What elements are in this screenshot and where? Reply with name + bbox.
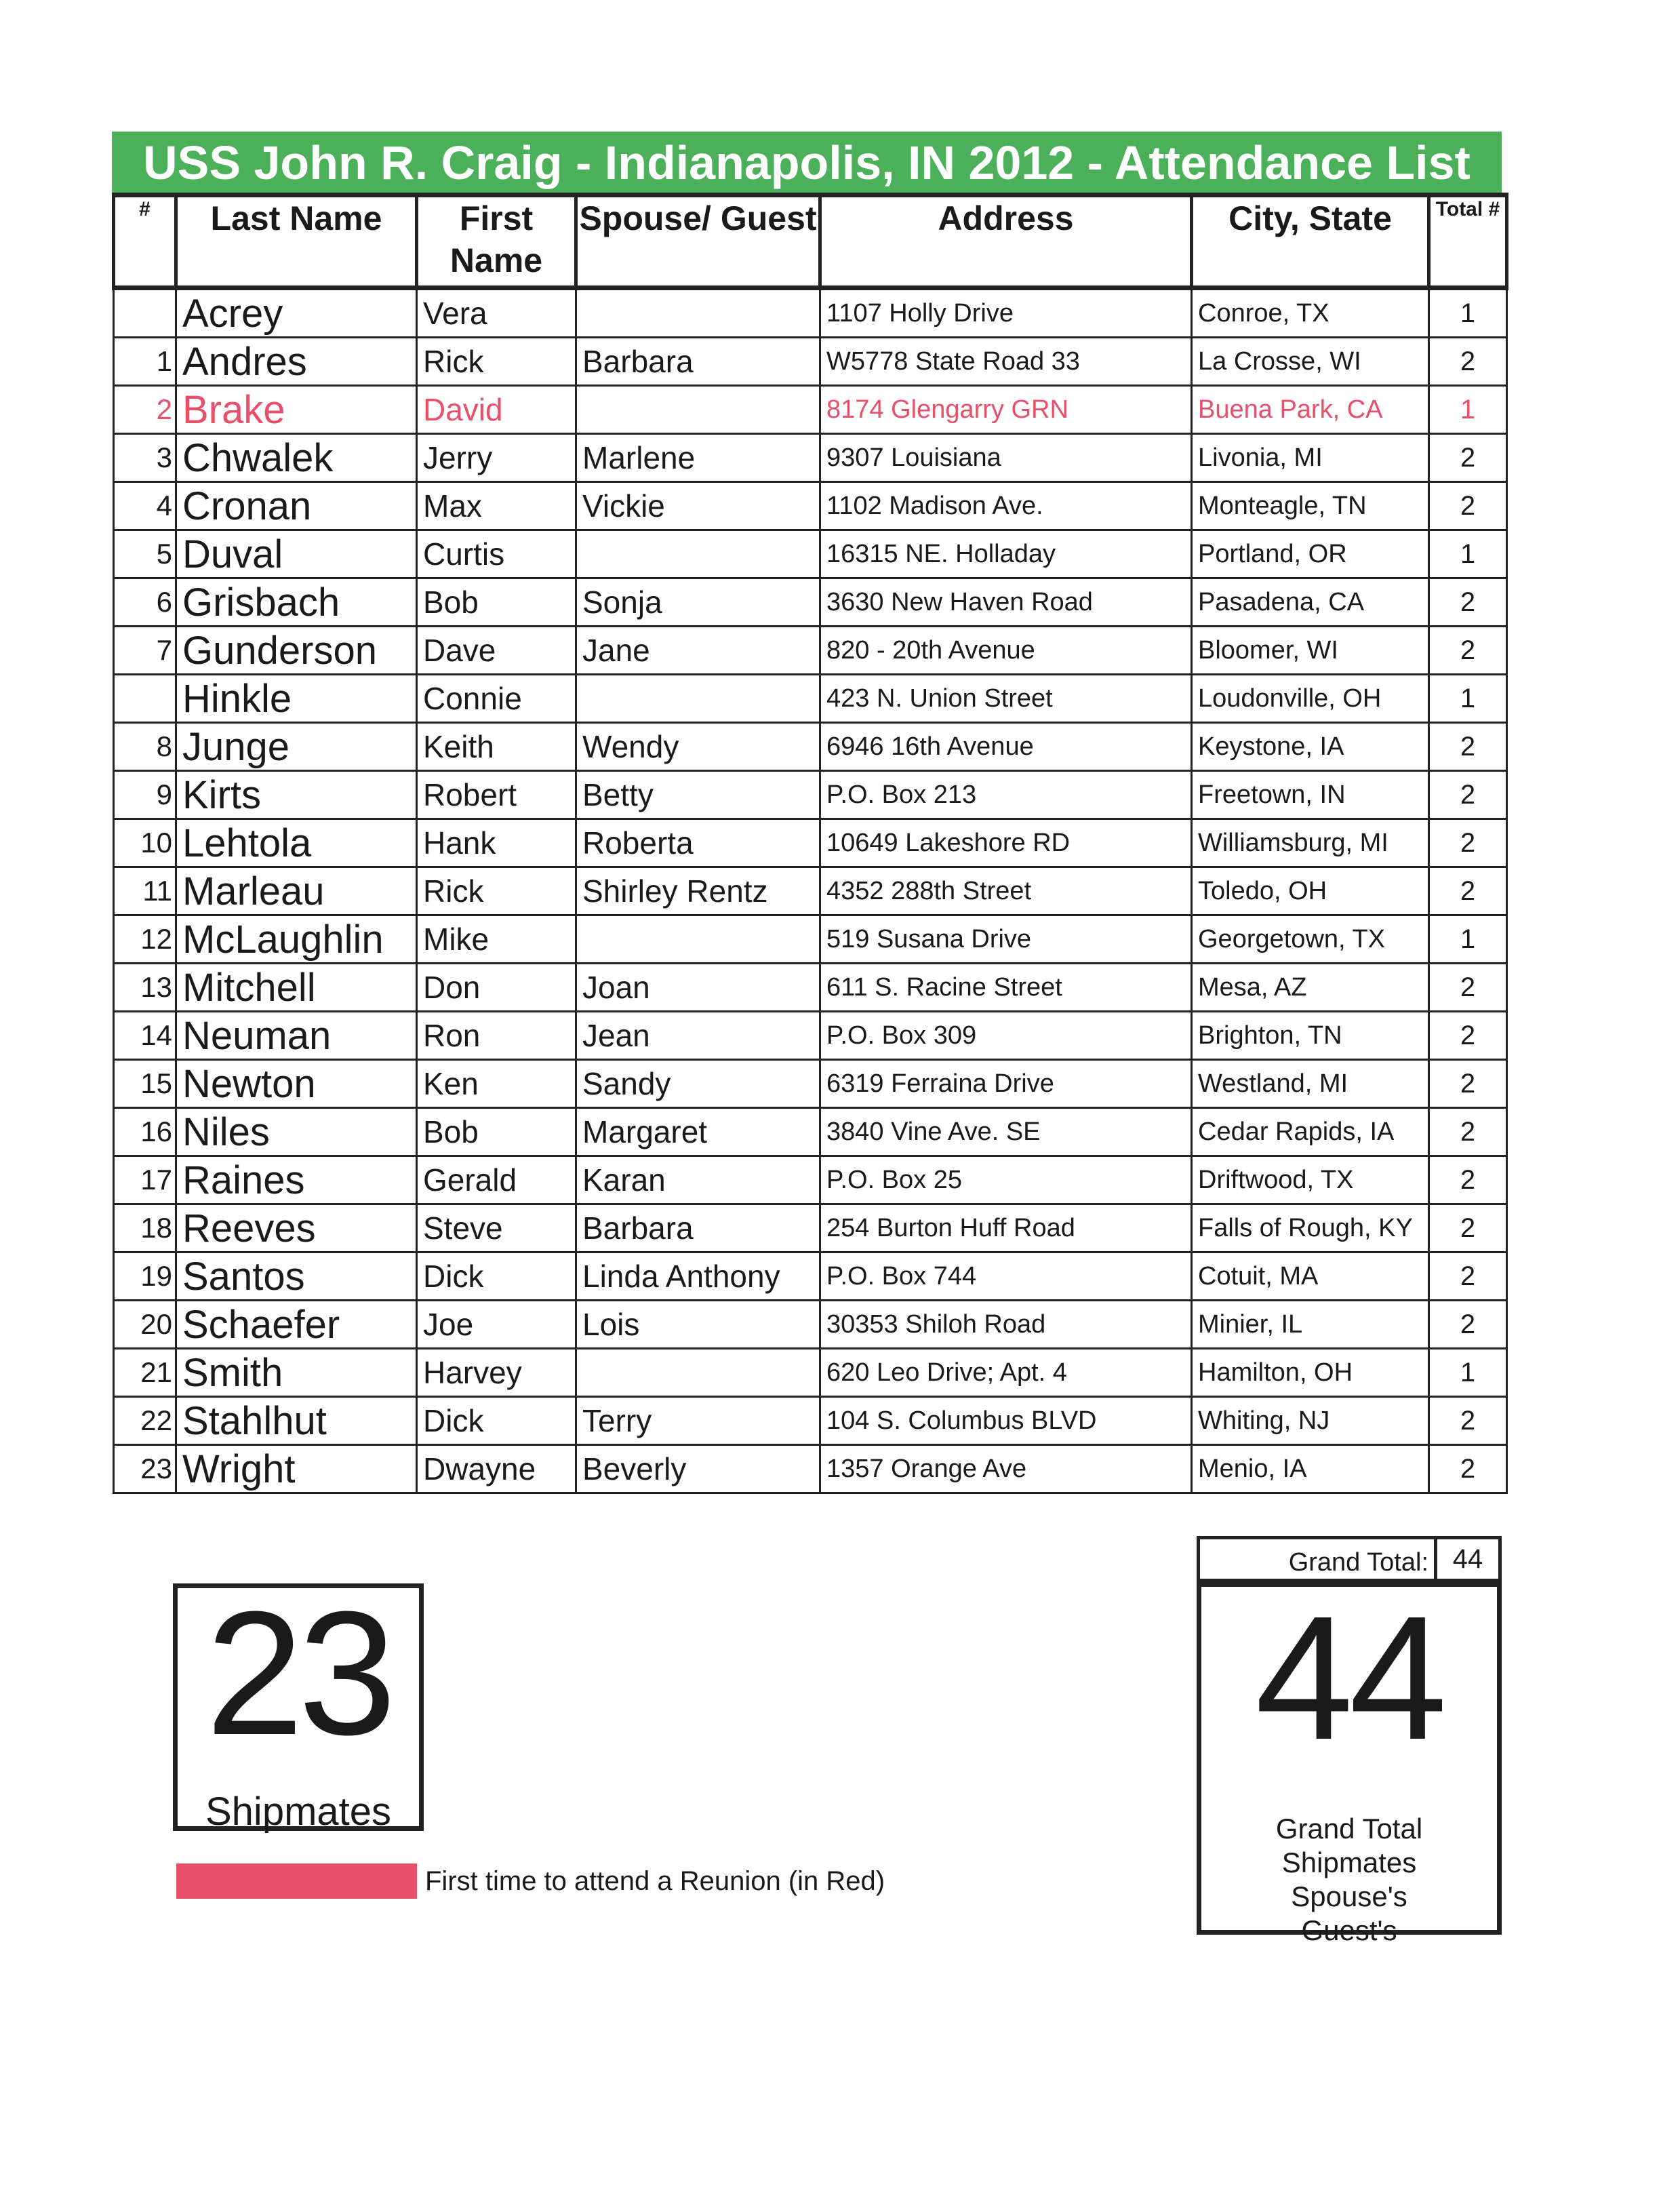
address-cell: 820 - 20th Avenue	[820, 627, 1192, 675]
table-row	[114, 1349, 1507, 1397]
total-cell: 2	[1429, 1253, 1507, 1301]
city-state-cell: Livonia, MI	[1192, 434, 1429, 482]
table-row	[114, 867, 1507, 915]
spouse-guest-cell: Terry	[576, 1397, 820, 1445]
address-cell: 16315 NE. Holladay	[820, 530, 1192, 578]
first-name-cell: Dwayne	[417, 1445, 576, 1493]
total-cell: 2	[1429, 627, 1507, 675]
total-cell: 2	[1429, 482, 1507, 530]
city-state-cell: Georgetown, TX	[1192, 915, 1429, 964]
last-name-cell: Acrey	[176, 288, 417, 338]
spouse-guest-cell: Marlene	[576, 434, 820, 482]
total-cell: 2	[1429, 338, 1507, 386]
row-number: 17	[114, 1156, 176, 1204]
spouse-guest-cell: Vickie	[576, 482, 820, 530]
grand-total-value: 44	[1434, 1536, 1502, 1582]
city-state-cell: Brighton, TN	[1192, 1012, 1429, 1060]
spouse-guest-cell: Linda Anthony	[576, 1253, 820, 1301]
first-name-cell: Joe	[417, 1301, 576, 1349]
spouse-guest-cell	[576, 675, 820, 723]
address-cell: 104 S. Columbus BLVD	[820, 1397, 1192, 1445]
document-title: USS John R. Craig - Indianapolis, IN 2012 - Attendance List	[112, 132, 1502, 194]
table-row	[114, 1301, 1507, 1349]
address-cell: 3840 Vine Ave. SE	[820, 1108, 1192, 1156]
first-name-cell: Curtis	[417, 530, 576, 578]
total-cell: 2	[1429, 434, 1507, 482]
city-state-cell: Pasadena, CA	[1192, 578, 1429, 627]
row-number: 18	[114, 1204, 176, 1253]
spouse-guest-cell: Wendy	[576, 723, 820, 771]
first-name-cell: Dave	[417, 627, 576, 675]
table-row	[114, 1397, 1507, 1445]
first-name-cell: Steve	[417, 1204, 576, 1253]
address-cell: 10649 Lakeshore RD	[820, 819, 1192, 867]
address-cell: P.O. Box 213	[820, 771, 1192, 819]
spouse-guest-cell	[576, 530, 820, 578]
table-row	[114, 1204, 1507, 1253]
first-name-cell: Dick	[417, 1253, 576, 1301]
city-state-cell: Minier, IL	[1192, 1301, 1429, 1349]
city-state-cell: Toledo, OH	[1192, 867, 1429, 915]
table-row	[114, 386, 1507, 434]
legend-red-swatch	[176, 1863, 417, 1899]
table-row	[114, 819, 1507, 867]
address-cell: 6946 16th Avenue	[820, 723, 1192, 771]
address-cell: 30353 Shiloh Road	[820, 1301, 1192, 1349]
table-row	[114, 915, 1507, 964]
total-cell: 2	[1429, 1108, 1507, 1156]
total-cell: 2	[1429, 1060, 1507, 1108]
spouse-guest-cell: Betty	[576, 771, 820, 819]
last-name-cell: Reeves	[176, 1204, 417, 1253]
city-state-cell: Whiting, NJ	[1192, 1397, 1429, 1445]
header-total: Total #	[1429, 195, 1507, 288]
city-state-cell: Freetown, IN	[1192, 771, 1429, 819]
address-cell: 1107 Holly Drive	[820, 288, 1192, 338]
last-name-cell: Lehtola	[176, 819, 417, 867]
first-name-cell: Hank	[417, 819, 576, 867]
spouse-guest-cell: Lois	[576, 1301, 820, 1349]
row-number: 22	[114, 1397, 176, 1445]
total-cell: 2	[1429, 1445, 1507, 1493]
spouse-guest-cell: Shirley Rentz	[576, 867, 820, 915]
city-state-cell: Mesa, AZ	[1192, 964, 1429, 1012]
row-number: 21	[114, 1349, 176, 1397]
grand-total-box	[1197, 1580, 1502, 1946]
shipmates-label: Shipmates	[205, 1790, 392, 1834]
total-cell: 1	[1429, 1349, 1507, 1397]
last-name-cell: Grisbach	[176, 578, 417, 627]
table-row	[114, 338, 1507, 386]
total-cell: 2	[1429, 1204, 1507, 1253]
attendance-table	[112, 193, 1508, 1494]
last-name-cell: Cronan	[176, 482, 417, 530]
spouse-guest-cell: Joan	[576, 964, 820, 1012]
last-name-cell: Smith	[176, 1349, 417, 1397]
city-state-cell: Hamilton, OH	[1192, 1349, 1429, 1397]
table-row	[114, 434, 1507, 482]
last-name-cell: Gunderson	[176, 627, 417, 675]
row-number	[114, 288, 176, 338]
last-name-cell: McLaughlin	[176, 915, 417, 964]
row-number: 6	[114, 578, 176, 627]
last-name-cell: Santos	[176, 1253, 417, 1301]
grand-total-box-line: Grand Total	[1275, 1813, 1423, 1845]
city-state-cell: Loudonville, OH	[1192, 675, 1429, 723]
spouse-guest-cell: Karan	[576, 1156, 820, 1204]
spouse-guest-cell: Barbara	[576, 338, 820, 386]
row-number: 7	[114, 627, 176, 675]
attendance-table-container	[112, 193, 1505, 1494]
spouse-guest-cell: Beverly	[576, 1445, 820, 1493]
header-number: #	[114, 195, 176, 288]
address-cell: 6319 Ferraina Drive	[820, 1060, 1192, 1108]
table-row	[114, 1445, 1507, 1493]
total-cell: 1	[1429, 675, 1507, 723]
total-cell: 2	[1429, 1301, 1507, 1349]
first-name-cell: Max	[417, 482, 576, 530]
last-name-cell: Schaefer	[176, 1301, 417, 1349]
last-name-cell: Neuman	[176, 1012, 417, 1060]
address-cell: P.O. Box 744	[820, 1253, 1192, 1301]
total-cell: 2	[1429, 964, 1507, 1012]
attendance-rows	[114, 288, 1507, 1493]
row-number: 16	[114, 1108, 176, 1156]
city-state-cell: Portland, OR	[1192, 530, 1429, 578]
first-name-cell: Ken	[417, 1060, 576, 1108]
last-name-cell: Duval	[176, 530, 417, 578]
total-cell: 1	[1429, 386, 1507, 434]
address-cell: P.O. Box 309	[820, 1012, 1192, 1060]
table-row	[114, 1156, 1507, 1204]
total-cell: 2	[1429, 1012, 1507, 1060]
table-row	[114, 964, 1507, 1012]
first-name-cell: Bob	[417, 578, 576, 627]
city-state-cell: Falls of Rough, KY	[1192, 1204, 1429, 1253]
first-name-cell: Connie	[417, 675, 576, 723]
first-name-cell: Keith	[417, 723, 576, 771]
table-row	[114, 1012, 1507, 1060]
city-state-cell: Cotuit, MA	[1192, 1253, 1429, 1301]
spouse-guest-cell: Jean	[576, 1012, 820, 1060]
header-city-state: City, State	[1192, 195, 1429, 288]
city-state-cell: Keystone, IA	[1192, 723, 1429, 771]
spouse-guest-cell	[576, 1349, 820, 1397]
spouse-guest-cell: Roberta	[576, 819, 820, 867]
header-address: Address	[820, 195, 1192, 288]
table-row	[114, 627, 1507, 675]
row-number: 4	[114, 482, 176, 530]
address-cell: P.O. Box 25	[820, 1156, 1192, 1204]
first-name-cell: Vera	[417, 288, 576, 338]
header-spouse-guest: Spouse/ Guest	[576, 195, 820, 288]
row-number: 15	[114, 1060, 176, 1108]
row-number: 9	[114, 771, 176, 819]
spouse-guest-cell	[576, 386, 820, 434]
grand-total-box-line: Spouse's	[1291, 1880, 1407, 1912]
address-cell: 254 Burton Huff Road	[820, 1204, 1192, 1253]
first-name-cell: Don	[417, 964, 576, 1012]
total-cell: 2	[1429, 723, 1507, 771]
row-number	[114, 675, 176, 723]
table-row	[114, 1253, 1507, 1301]
row-number: 2	[114, 386, 176, 434]
last-name-cell: Marleau	[176, 867, 417, 915]
spouse-guest-cell: Sandy	[576, 1060, 820, 1108]
grand-total-box-line: Guest's	[1301, 1914, 1397, 1946]
total-cell: 2	[1429, 578, 1507, 627]
row-number: 8	[114, 723, 176, 771]
address-cell: 3630 New Haven Road	[820, 578, 1192, 627]
total-cell: 1	[1429, 915, 1507, 964]
total-cell: 2	[1429, 1156, 1507, 1204]
first-name-cell: Rick	[417, 867, 576, 915]
total-cell: 2	[1429, 867, 1507, 915]
row-number: 3	[114, 434, 176, 482]
spouse-guest-cell	[576, 288, 820, 338]
city-state-cell: Conroe, TX	[1192, 288, 1429, 338]
city-state-cell: Buena Park, CA	[1192, 386, 1429, 434]
table-row	[114, 578, 1507, 627]
address-cell: 611 S. Racine Street	[820, 964, 1192, 1012]
spouse-guest-cell: Barbara	[576, 1204, 820, 1253]
spouse-guest-cell: Sonja	[576, 578, 820, 627]
row-number: 23	[114, 1445, 176, 1493]
grand-total-number: 44	[1255, 1580, 1443, 1777]
last-name-cell: Chwalek	[176, 434, 417, 482]
grand-total-label: Grand Total:	[1197, 1536, 1434, 1582]
last-name-cell: Junge	[176, 723, 417, 771]
table-row	[114, 1108, 1507, 1156]
row-number: 20	[114, 1301, 176, 1349]
legend-text: First time to attend a Reunion (in Red)	[425, 1866, 885, 1896]
table-row	[114, 723, 1507, 771]
first-name-cell: Dick	[417, 1397, 576, 1445]
row-number: 12	[114, 915, 176, 964]
grand-total-box-line: Shipmates	[1281, 1847, 1417, 1878]
city-state-cell: Williamsburg, MI	[1192, 819, 1429, 867]
address-cell: 1357 Orange Ave	[820, 1445, 1192, 1493]
table-row	[114, 675, 1507, 723]
spouse-guest-cell: Jane	[576, 627, 820, 675]
row-number: 11	[114, 867, 176, 915]
last-name-cell: Stahlhut	[176, 1397, 417, 1445]
last-name-cell: Newton	[176, 1060, 417, 1108]
city-state-cell: La Crosse, WI	[1192, 338, 1429, 386]
last-name-cell: Kirts	[176, 771, 417, 819]
city-state-cell: Bloomer, WI	[1192, 627, 1429, 675]
shipmates-count: 23	[205, 1575, 391, 1772]
last-name-cell: Mitchell	[176, 964, 417, 1012]
table-header-row	[114, 195, 1507, 288]
city-state-cell: Monteagle, TN	[1192, 482, 1429, 530]
table-row	[114, 530, 1507, 578]
last-name-cell: Raines	[176, 1156, 417, 1204]
table-row	[114, 288, 1507, 338]
address-cell: 4352 288th Street	[820, 867, 1192, 915]
city-state-cell: Menio, IA	[1192, 1445, 1429, 1493]
address-cell: 1102 Madison Ave.	[820, 482, 1192, 530]
city-state-cell: Westland, MI	[1192, 1060, 1429, 1108]
row-number: 13	[114, 964, 176, 1012]
address-cell: 423 N. Union Street	[820, 675, 1192, 723]
table-row	[114, 771, 1507, 819]
spouse-guest-cell: Margaret	[576, 1108, 820, 1156]
first-name-cell: Robert	[417, 771, 576, 819]
address-cell: 8174 Glengarry GRN	[820, 386, 1192, 434]
first-name-cell: Rick	[417, 338, 576, 386]
shipmates-count-box	[173, 1575, 424, 1834]
address-cell: W5778 State Road 33	[820, 338, 1192, 386]
city-state-cell: Driftwood, TX	[1192, 1156, 1429, 1204]
first-name-cell: Bob	[417, 1108, 576, 1156]
total-cell: 1	[1429, 288, 1507, 338]
last-name-cell: Hinkle	[176, 675, 417, 723]
total-cell: 2	[1429, 771, 1507, 819]
address-cell: 9307 Louisiana	[820, 434, 1192, 482]
header-last-name: Last Name	[176, 195, 417, 288]
address-cell: 620 Leo Drive; Apt. 4	[820, 1349, 1192, 1397]
table-row	[114, 482, 1507, 530]
first-name-cell: David	[417, 386, 576, 434]
last-name-cell: Andres	[176, 338, 417, 386]
address-cell: 519 Susana Drive	[820, 915, 1192, 964]
table-row	[114, 1060, 1507, 1108]
total-cell: 2	[1429, 1397, 1507, 1445]
first-name-cell: Harvey	[417, 1349, 576, 1397]
total-cell: 1	[1429, 530, 1507, 578]
row-number: 10	[114, 819, 176, 867]
total-cell: 2	[1429, 819, 1507, 867]
row-number: 14	[114, 1012, 176, 1060]
first-name-cell: Ron	[417, 1012, 576, 1060]
row-number: 5	[114, 530, 176, 578]
city-state-cell: Cedar Rapids, IA	[1192, 1108, 1429, 1156]
row-number: 19	[114, 1253, 176, 1301]
first-name-cell: Mike	[417, 915, 576, 964]
row-number: 1	[114, 338, 176, 386]
first-name-cell: Jerry	[417, 434, 576, 482]
last-name-cell: Niles	[176, 1108, 417, 1156]
last-name-cell: Wright	[176, 1445, 417, 1493]
last-name-cell: Brake	[176, 386, 417, 434]
header-first-name: First Name	[417, 195, 576, 288]
spouse-guest-cell	[576, 915, 820, 964]
first-name-cell: Gerald	[417, 1156, 576, 1204]
